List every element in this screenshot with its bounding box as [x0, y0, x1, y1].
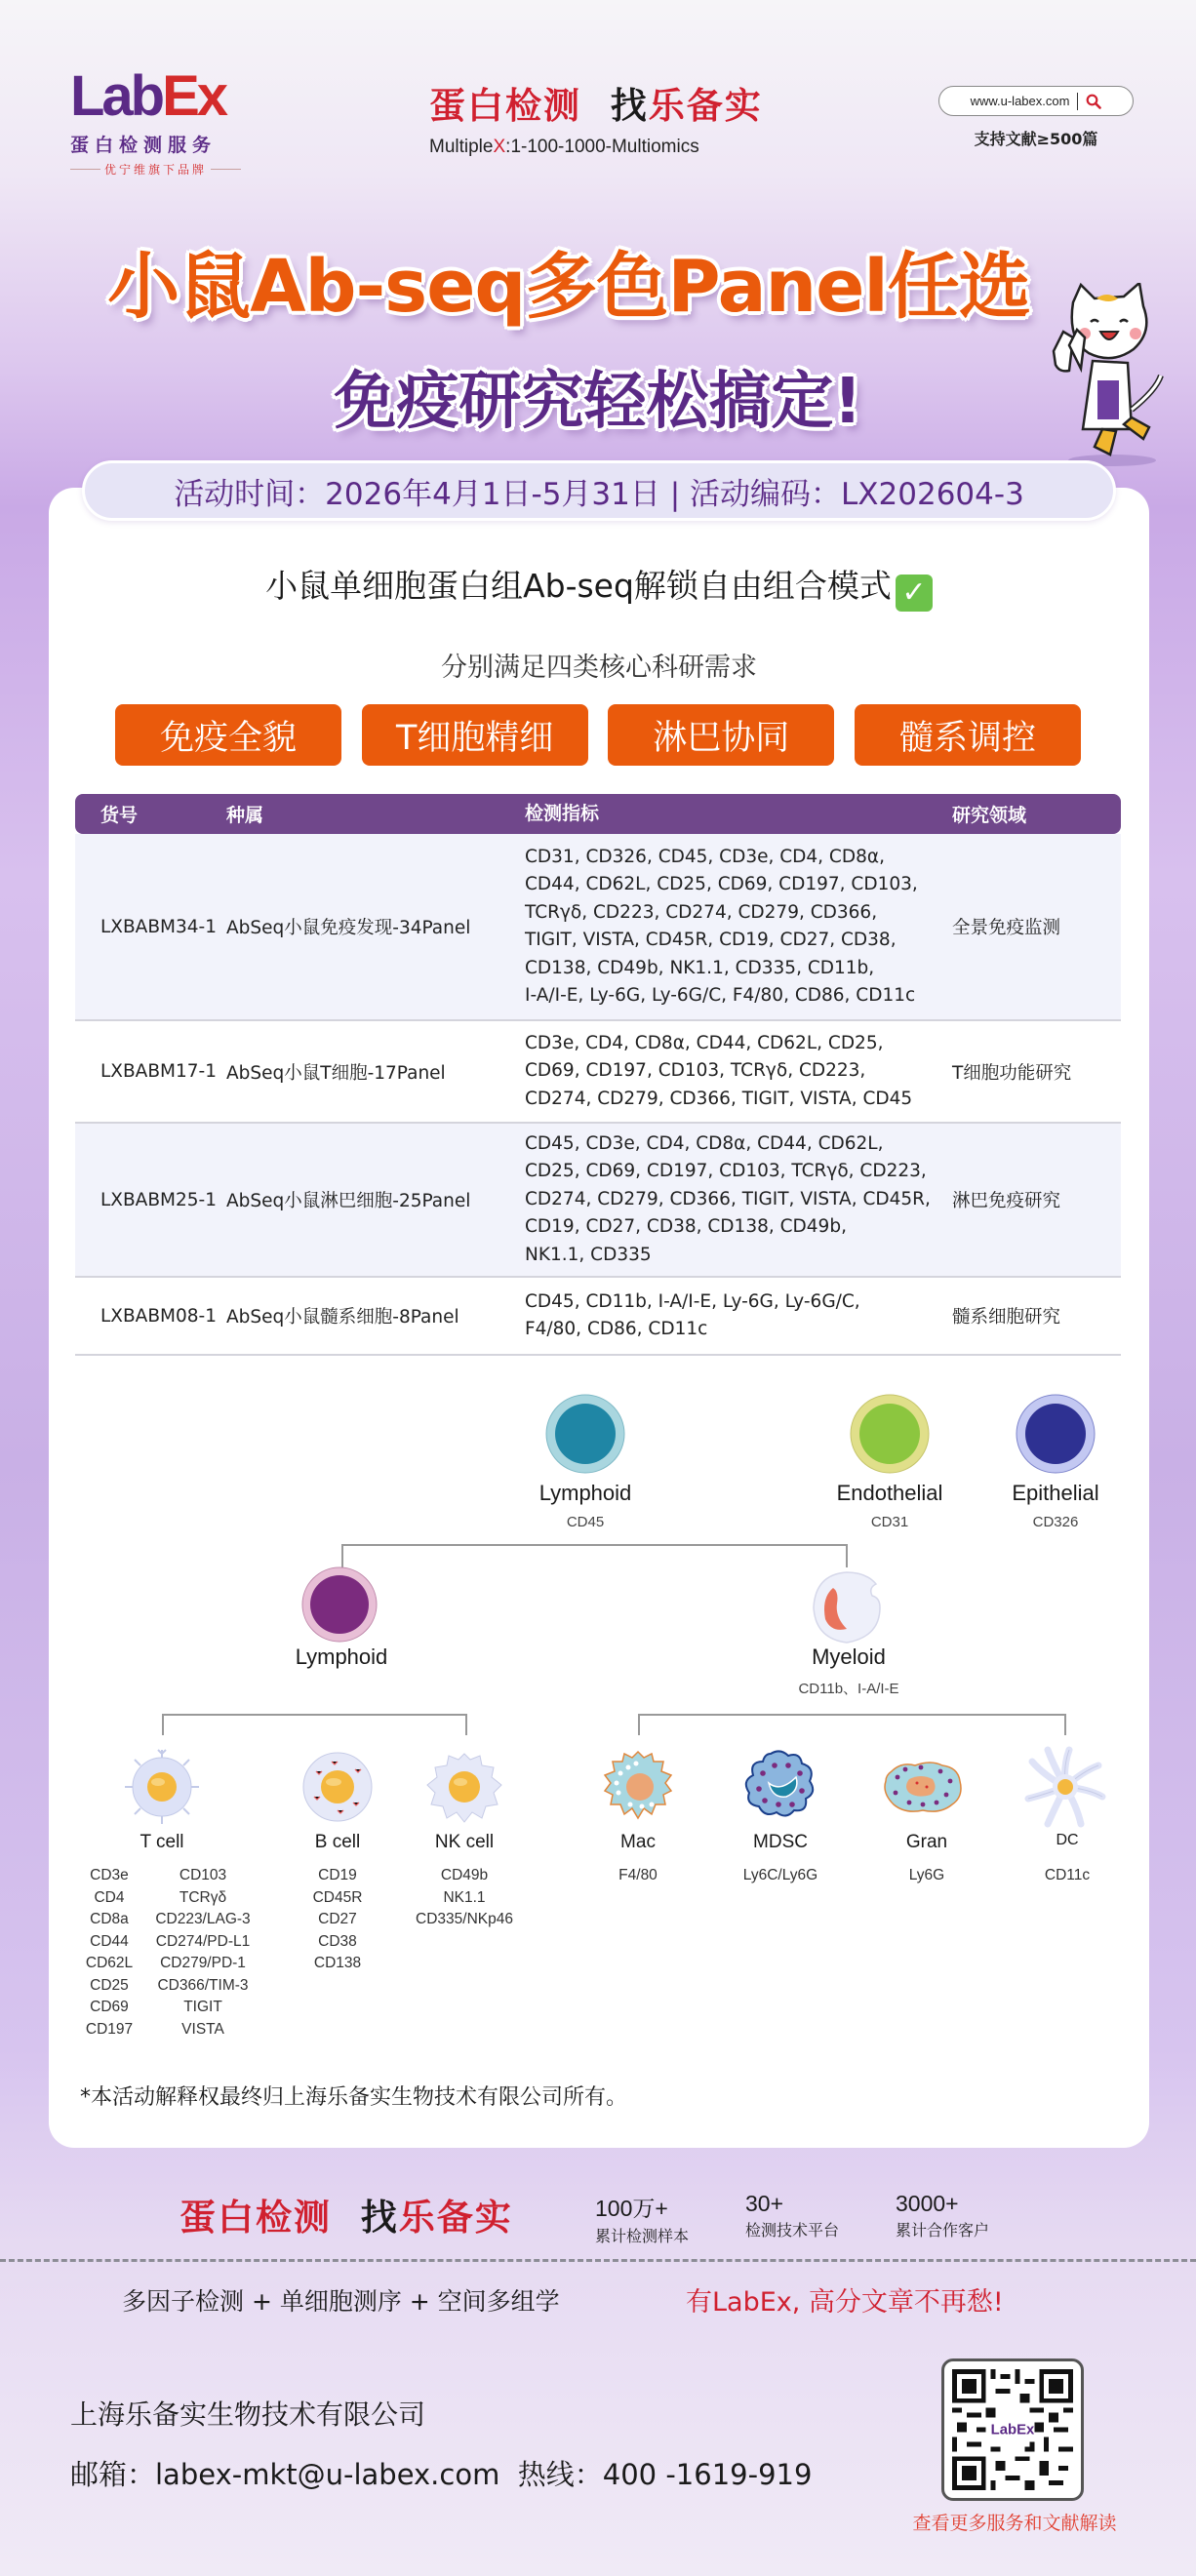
- qr-code-icon: [952, 2369, 1073, 2490]
- stat-platforms: 30+ 检测技术平台: [745, 2191, 840, 2239]
- divider: [1077, 93, 1078, 110]
- search-icon[interactable]: [1086, 94, 1101, 109]
- table-row: [75, 1021, 1121, 1124]
- svg-text:LabEx: LabEx: [990, 2422, 1035, 2438]
- connector-line: [846, 1544, 848, 1567]
- table-row: [75, 1278, 1121, 1356]
- mid-cell-lymphoid: Lymphoid: [295, 1645, 388, 1669]
- website-url[interactable]: www.u-labex.com: [970, 94, 1070, 108]
- panel-table: [75, 794, 1121, 1356]
- labex-logo: [70, 64, 241, 178]
- company-name: 上海乐备实生物技术有限公司: [70, 2398, 426, 2431]
- markers-cell: CD31, CD326, CD45, CD3e, CD4, CD8α, CD44, CD62L, CD25, CD69, CD197, CD103, TCRγδ, CD223, CD274, CD279, CD366, TIGIT, VISTA, CD45R, CD19, CD27, CD38, CD138, CD49b, NK1.1, CD335, CD11b, I-A/I-E, Ly-6G, Ly-6G/C, F4/80, CD86, CD11c: [525, 846, 918, 1006]
- mac-marker: F4/80: [618, 1867, 658, 1883]
- connector-line: [638, 1714, 1065, 1716]
- panel-name-cell: AbSeq小鼠免疫发现-34Panel: [226, 918, 471, 938]
- connector-line: [341, 1544, 343, 1567]
- mid-cell-myeloid: Myeloid CD11b、I-A/I-E: [798, 1645, 899, 1697]
- mac-label: Mac: [620, 1832, 656, 1852]
- logo-subtitle: 蛋白检测服务: [70, 135, 218, 156]
- top-cell-epithelial: Epithelial CD326: [1012, 1481, 1099, 1530]
- sku-cell: LXBABM25-1: [100, 1189, 217, 1210]
- t-cell-icon: [123, 1748, 201, 1826]
- header-field: 研究领域: [952, 805, 1027, 826]
- website-search-pill[interactable]: [938, 86, 1134, 116]
- table-header: [75, 794, 1121, 834]
- gran-marker: Ly6G: [908, 1867, 945, 1883]
- logo-brand-line: 优宁维旗下品牌: [70, 161, 241, 178]
- myeloid-cell-icon: [808, 1568, 886, 1646]
- connector-line: [162, 1714, 466, 1716]
- b-cell-markers: CD19 CD45R CD27 CD38 CD138: [312, 1867, 363, 1971]
- top-cell-lymphoid: Lymphoid CD45: [538, 1481, 632, 1530]
- endothelial-cell-icon: [849, 1393, 931, 1475]
- dashed-divider: [0, 2259, 1196, 2262]
- top-cell-endothelial: Endothelial CD31: [836, 1481, 943, 1530]
- field-cell: T细胞功能研究: [952, 1062, 1072, 1084]
- tag-lymph[interactable]: 淋巴协同: [608, 704, 834, 766]
- b-cell-label: B cell: [314, 1832, 361, 1852]
- qr-caption: 查看更多服务和文献解读: [912, 2513, 1117, 2534]
- panel-name-cell: AbSeq小鼠淋巴细胞-25Panel: [226, 1191, 471, 1211]
- panel-name-cell: AbSeq小鼠T细胞-17Panel: [226, 1062, 446, 1084]
- header-sku: 货号: [100, 805, 139, 826]
- literature-count: 支持文献≥500篇: [974, 130, 1098, 148]
- table-row: [75, 834, 1121, 1021]
- intro-subhead: 分别满足四类核心科研需求: [441, 653, 757, 683]
- lymphoid-cd45-cell-icon: [544, 1393, 626, 1475]
- dendritic-cell-icon: [1024, 1746, 1106, 1828]
- contact-info[interactable]: 邮箱：labex-mkt@u-labex.com 热线：400 -1619-919: [70, 2458, 813, 2491]
- activity-info-bar: 活动时间：2026年4月1日-5月31日 | 活动编码：LX202604-3: [82, 460, 1116, 521]
- mdsc-label: MDSC: [753, 1832, 808, 1852]
- lymphoid-progenitor-cell-icon: [300, 1565, 379, 1644]
- research-need-tags: [115, 704, 1081, 766]
- footer-slogan: 蛋白检测 找乐备实: [179, 2197, 513, 2239]
- disclaimer: *本活动解释权最终归上海乐备实生物技术有限公司所有。: [80, 2085, 628, 2110]
- stat-clients: 3000+ 累计合作客户: [896, 2191, 990, 2239]
- hero-title: 小鼠Ab-seq多色Panel任选: [107, 245, 1030, 329]
- macrophage-icon: [601, 1748, 675, 1822]
- t-cell-markers-col2: CD103 TCRγδ CD223/LAG-3 CD274/PD-L1 CD279/PD-1 CD366/TIM-3 TIGIT VISTA: [155, 1867, 251, 2038]
- connector-line: [465, 1714, 467, 1735]
- sku-cell: LXBABM17-1: [100, 1061, 217, 1082]
- dc-label: DC: [1056, 1832, 1079, 1848]
- field-cell: 全景免疫监测: [952, 918, 1061, 938]
- sku-cell: LXBABM08-1: [100, 1305, 217, 1327]
- intro-headline: 小鼠单细胞蛋白组Ab-seq解锁自由组合模式 ✓: [49, 561, 1149, 612]
- nk-cell-icon: [423, 1748, 505, 1826]
- hero-subtitle: 免疫研究轻松搞定!: [334, 366, 862, 438]
- header-name: 种属: [226, 805, 264, 826]
- table-row: [75, 1124, 1121, 1278]
- tech-line: 多因子检测 + 单细胞测序 + 空间多组学: [122, 2287, 560, 2316]
- markers-cell: CD3e, CD4, CD8α, CD44, CD62L, CD25, CD69, CD197, CD103, TCRγδ, CD223, CD274, CD279, CD366, TIGIT, VISTA, CD45: [525, 1032, 913, 1109]
- gran-label: Gran: [905, 1832, 948, 1852]
- logo-wordmark: LabEx: [70, 64, 226, 128]
- connector-line: [638, 1714, 640, 1735]
- connector-line: [162, 1714, 164, 1735]
- dc-marker: CD11c: [1044, 1867, 1091, 1883]
- tag-t-cell[interactable]: T细胞精细: [362, 704, 588, 766]
- cat-mascot-icon: [1034, 283, 1180, 468]
- tag-myeloid[interactable]: 髓系调控: [855, 704, 1081, 766]
- qr-code[interactable]: [941, 2358, 1084, 2501]
- field-cell: 髓系细胞研究: [952, 1307, 1061, 1328]
- mdsc-icon: [741, 1748, 819, 1822]
- check-mark-icon: ✓: [896, 575, 933, 612]
- sku-cell: LXBABM34-1: [100, 916, 217, 937]
- panel-name-cell: AbSeq小鼠髓系细胞-8Panel: [226, 1307, 459, 1328]
- header-slogan: 蛋白检测 找乐备实 MultipleX:1-100-1000-Multiomics: [429, 76, 780, 158]
- nk-cell-label: NK cell: [434, 1832, 495, 1852]
- epithelial-cell-icon: [1015, 1393, 1096, 1475]
- multiplex-tagline: MultipleX:1-100-1000-Multiomics: [429, 137, 699, 157]
- header-markers: 检测指标: [525, 803, 600, 825]
- t-cell-markers-col1: CD3e CD4 CD8a CD44 CD62L CD25 CD69 CD197: [85, 1867, 134, 2038]
- stat-samples: 100万+ 累计检测样本: [595, 2196, 690, 2245]
- field-cell: 淋巴免疫研究: [952, 1191, 1061, 1211]
- connector-line: [341, 1544, 847, 1546]
- labex-tagline: 有LabEx, 高分文章不再愁!: [686, 2287, 1004, 2318]
- tag-immune-overview[interactable]: 免疫全貌: [115, 704, 341, 766]
- markers-cell: CD45, CD3e, CD4, CD8α, CD44, CD62L, CD25, CD69, CD197, CD103, TCRγδ, CD223, CD274, CD279, CD366, TIGIT, VISTA, CD45R, CD19, CD27, CD38, CD138, CD49b, NK1.1, CD335: [525, 1132, 931, 1265]
- nk-cell-markers: CD49b NK1.1 CD335/NKp46: [416, 1867, 513, 1927]
- markers-cell: CD45, CD11b, I-A/I-E, Ly-6G, Ly-6G/C, F4/80, CD86, CD11c: [525, 1290, 860, 1339]
- b-cell-icon: [299, 1748, 377, 1826]
- t-cell-label: T cell: [140, 1832, 184, 1852]
- connector-line: [1064, 1714, 1066, 1735]
- mdsc-marker: Ly6C/Ly6G: [742, 1867, 818, 1883]
- granulocyte-icon: [882, 1758, 964, 1816]
